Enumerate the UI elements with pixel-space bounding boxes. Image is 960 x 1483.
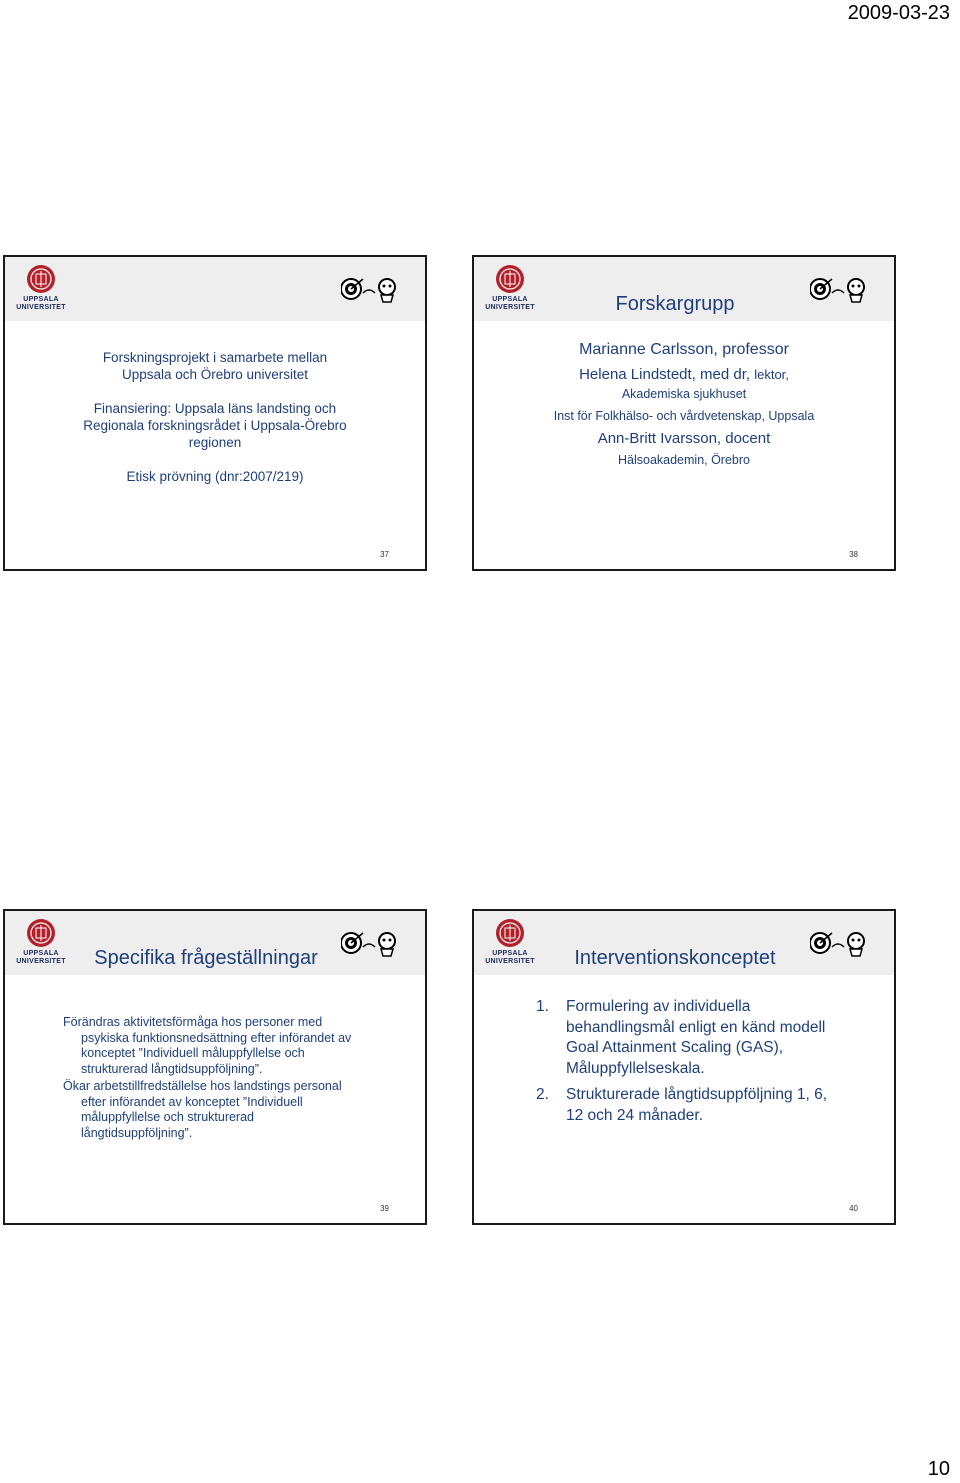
text-line: Ann-Britt Ivarsson, docent — [597, 430, 771, 447]
uppsala-university-logo — [480, 917, 540, 969]
slide-title: Specifika frågeställningar — [94, 947, 318, 969]
uppsala-university-logo — [480, 263, 540, 315]
list-item-number: 1. — [536, 998, 549, 1015]
slide-body — [63, 1015, 365, 1143]
text-line: Uppsala och Örebro universitet — [121, 367, 309, 382]
text-line: Akademiska sjukhuset — [621, 387, 747, 401]
list-item — [536, 997, 834, 1079]
paragraph: Ökar arbetstillfredställelse hos landstings personal efter införandet av konceptet ”Individuell måluppfyllelse och strukturerad långtidsuppföljning”. — [63, 1079, 342, 1140]
slide-38 — [472, 255, 896, 571]
text-line — [484, 364, 884, 386]
text-line: Finansiering: Uppsala läns landsting och — [93, 401, 337, 416]
slide-header — [5, 257, 425, 321]
text-line: Marianne Carlsson, professor — [579, 341, 789, 358]
slide-37 — [3, 255, 427, 571]
logo-text-line1: UPPSALA — [492, 296, 528, 303]
slide-body — [484, 339, 884, 468]
uppsala-university-logo — [11, 263, 71, 315]
text-line: regionen — [188, 435, 242, 450]
logo-text-line1: UPPSALA — [492, 950, 528, 957]
uppsala-university-logo — [11, 917, 71, 969]
slide-header — [5, 911, 425, 975]
target-handshake-icon — [810, 275, 868, 305]
slide-number: 40 — [849, 1204, 858, 1213]
slide-header — [474, 257, 894, 321]
page-date: 2009-03-23 — [847, 2, 950, 24]
target-handshake-icon — [810, 929, 868, 959]
list-item-number: 2. — [536, 1086, 549, 1103]
text-line: Forskningsprojekt i samarbete mellan — [102, 350, 328, 365]
logo-text-line1: UPPSALA — [23, 950, 59, 957]
logo-text-line2: UNIVERSITET — [485, 958, 535, 965]
logo-text-line2: UNIVERSITET — [485, 304, 535, 311]
page-number: 10 — [927, 1458, 950, 1480]
slide-number: 38 — [849, 550, 858, 559]
slide-title: Interventionskonceptet — [574, 947, 776, 969]
logo-text-line2: UNIVERSITET — [16, 958, 66, 965]
logo-text-line1: UPPSALA — [23, 296, 59, 303]
text-span-small: lektor, — [754, 367, 789, 382]
slide-number: 39 — [380, 1204, 389, 1213]
text-line: Regionala forskningsrådet i Uppsala-Örebro — [83, 418, 347, 433]
paragraph: Förändras aktivitetsförmåga hos personer med psykiska funktionsnedsättning efter införandet av konceptet ”Individuell måluppfyllelse och strukturerad långtidsuppföljning”. — [63, 1015, 352, 1076]
slide-body — [15, 349, 415, 485]
list-item-text: Formulering av individuella behandlingsmål enligt en känd modell Goal Attainment Scaling (GAS), Måluppfyllelseskala. — [566, 998, 826, 1077]
target-handshake-icon — [341, 929, 399, 959]
text-line: Hälsoakademin, Örebro — [617, 453, 750, 467]
slide-40 — [472, 909, 896, 1225]
text-line: Etisk prövning (dnr:2007/219) — [126, 469, 304, 484]
text-span: Helena Lindstedt, med dr, — [579, 366, 751, 383]
slide-header — [474, 911, 894, 975]
logo-text-line2: UNIVERSITET — [16, 304, 66, 311]
slide-number: 37 — [380, 550, 389, 559]
slide-title: Forskargrupp — [615, 293, 735, 315]
list-item-text: Strukturerade långtidsuppföljning 1, 6, 12 och 24 månader. — [566, 1086, 828, 1124]
slide-body — [536, 997, 834, 1132]
target-handshake-icon — [341, 275, 399, 305]
slide-39 — [3, 909, 427, 1225]
text-line: Inst för Folkhälso- och vårdvetenskap, Uppsala — [553, 409, 815, 423]
list-item — [536, 1085, 834, 1126]
